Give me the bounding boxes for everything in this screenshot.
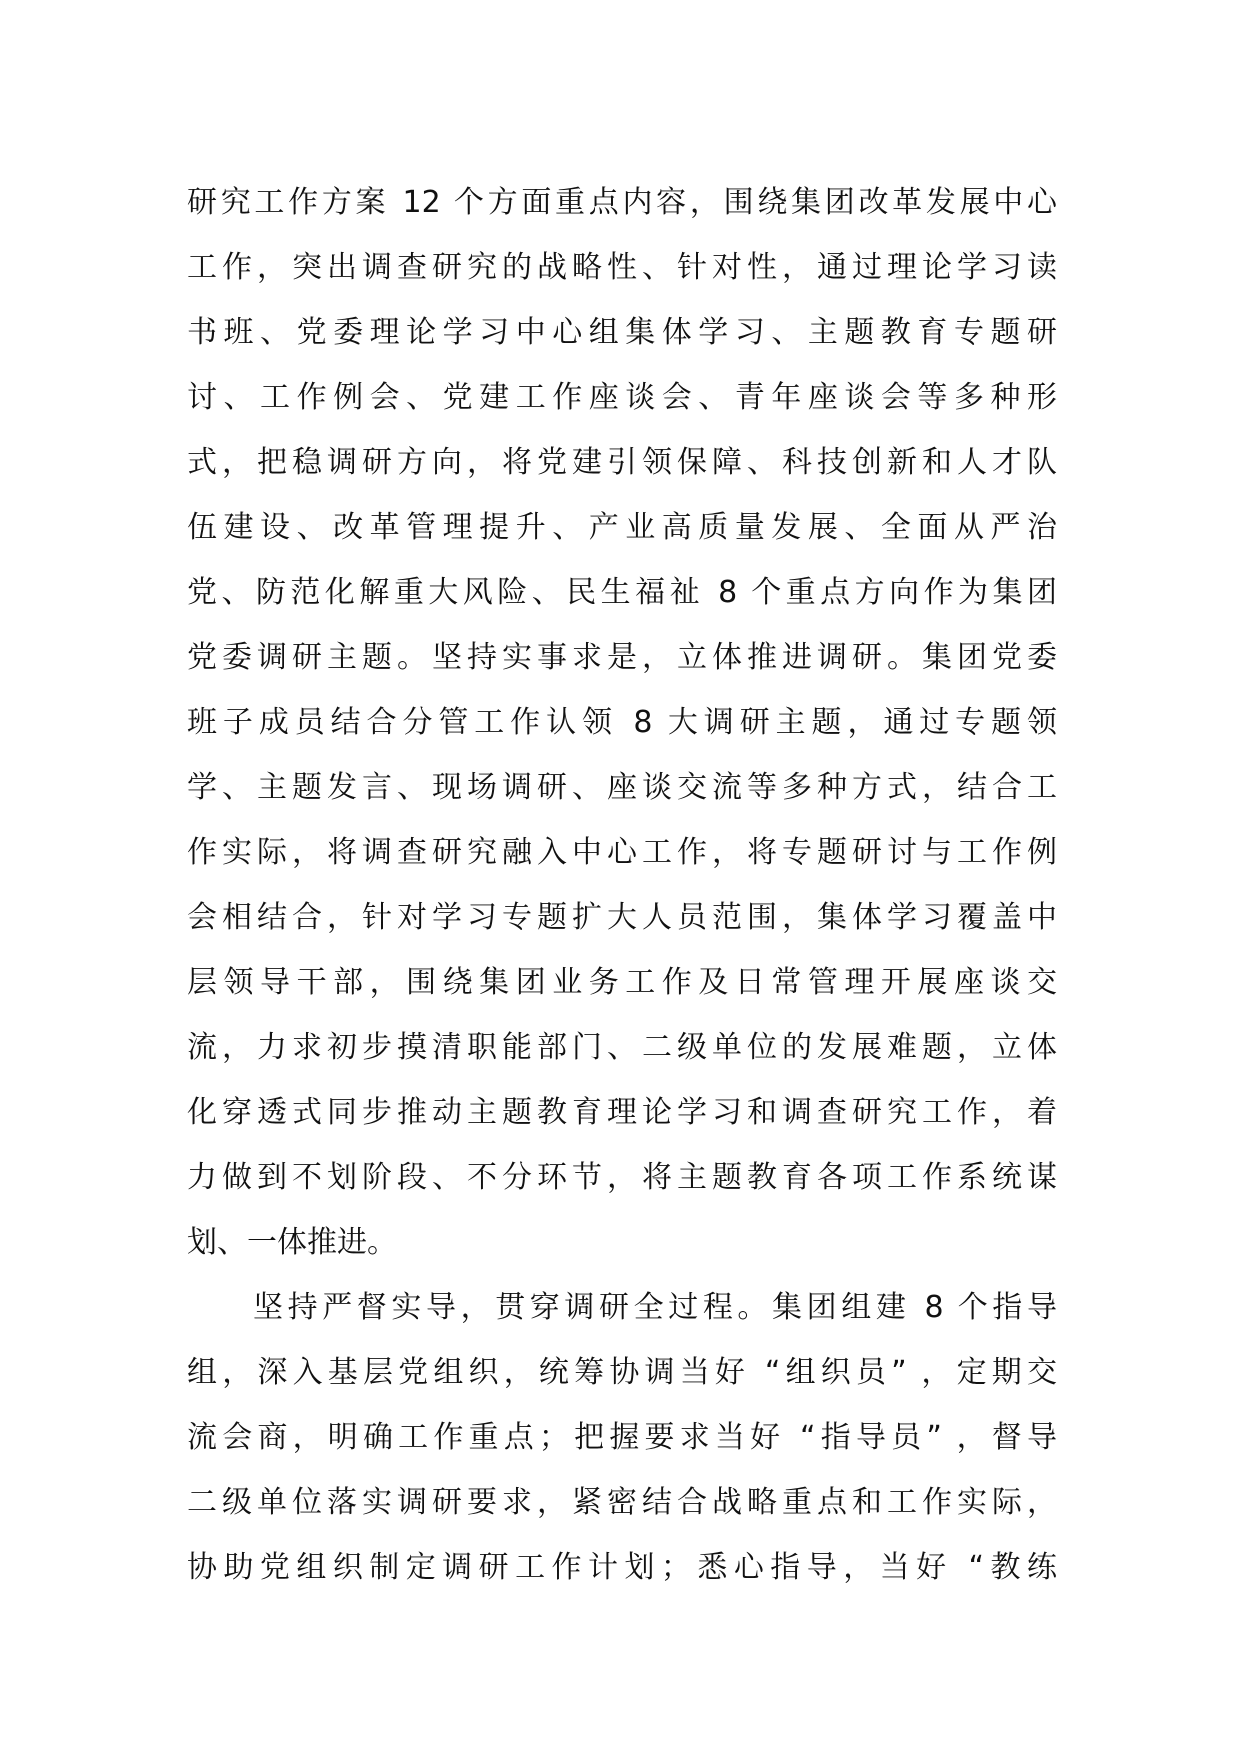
text-line: 学、主题发言、现场调研、座谈交流等多种方式，结合工	[187, 770, 1057, 805]
text-line: 研究工作方案 12 个方面重点内容，围绕集团改革发展中心	[187, 185, 1057, 220]
text-line: 党、防范化解重大风险、民生福祉 8 个重点方向作为集团	[187, 575, 1057, 610]
text-line: 工作，突出调查研究的战略性、针对性，通过理论学习读	[187, 250, 1057, 285]
text-line: 划、一体推进。	[187, 1225, 397, 1260]
document-page	[187, 170, 1057, 1600]
text-line: 伍建设、改革管理提升、产业高质量发展、全面从严治	[187, 510, 1057, 545]
text-line: 力做到不划阶段、不分环节，将主题教育各项工作系统谋	[187, 1160, 1057, 1195]
text-line: 化穿透式同步推动主题教育理论学习和调查研究工作，着	[187, 1095, 1057, 1130]
text-line: 会相结合，针对学习专题扩大人员范围，集体学习覆盖中	[187, 900, 1057, 935]
text-line: 流会商，明确工作重点；把握要求当好 “指导员” ，督导	[187, 1420, 1057, 1455]
text-line: 班子成员结合分管工作认领 8 大调研主题，通过专题领	[187, 705, 1057, 740]
text-line: 党委调研主题。坚持实事求是，立体推进调研。集团党委	[187, 640, 1057, 675]
text-line: 流，力求初步摸清职能部门、二级单位的发展难题，立体	[187, 1030, 1057, 1065]
text-line: 书班、党委理论学习中心组集体学习、主题教育专题研	[187, 315, 1057, 350]
text-line: 协助党组织制定调研工作计划；悉心指导，当好 “教练	[187, 1550, 1057, 1585]
text-line: 层领导干部，围绕集团业务工作及日常管理开展座谈交	[187, 965, 1057, 1000]
text-line: 二级单位落实调研要求，紧密结合战略重点和工作实际，	[187, 1485, 1057, 1520]
text-line: 组，深入基层党组织，统筹协调当好 “组织员” ，定期交	[187, 1355, 1057, 1390]
text-line: 式，把稳调研方向，将党建引领保障、科技创新和人才队	[187, 445, 1057, 480]
text-line: 坚持严督实导，贯穿调研全过程。集团组建 8 个指导	[253, 1290, 1057, 1325]
text-line: 作实际，将调查研究融入中心工作，将专题研讨与工作例	[187, 835, 1057, 870]
text-line: 讨、工作例会、党建工作座谈会、青年座谈会等多种形	[187, 380, 1057, 415]
